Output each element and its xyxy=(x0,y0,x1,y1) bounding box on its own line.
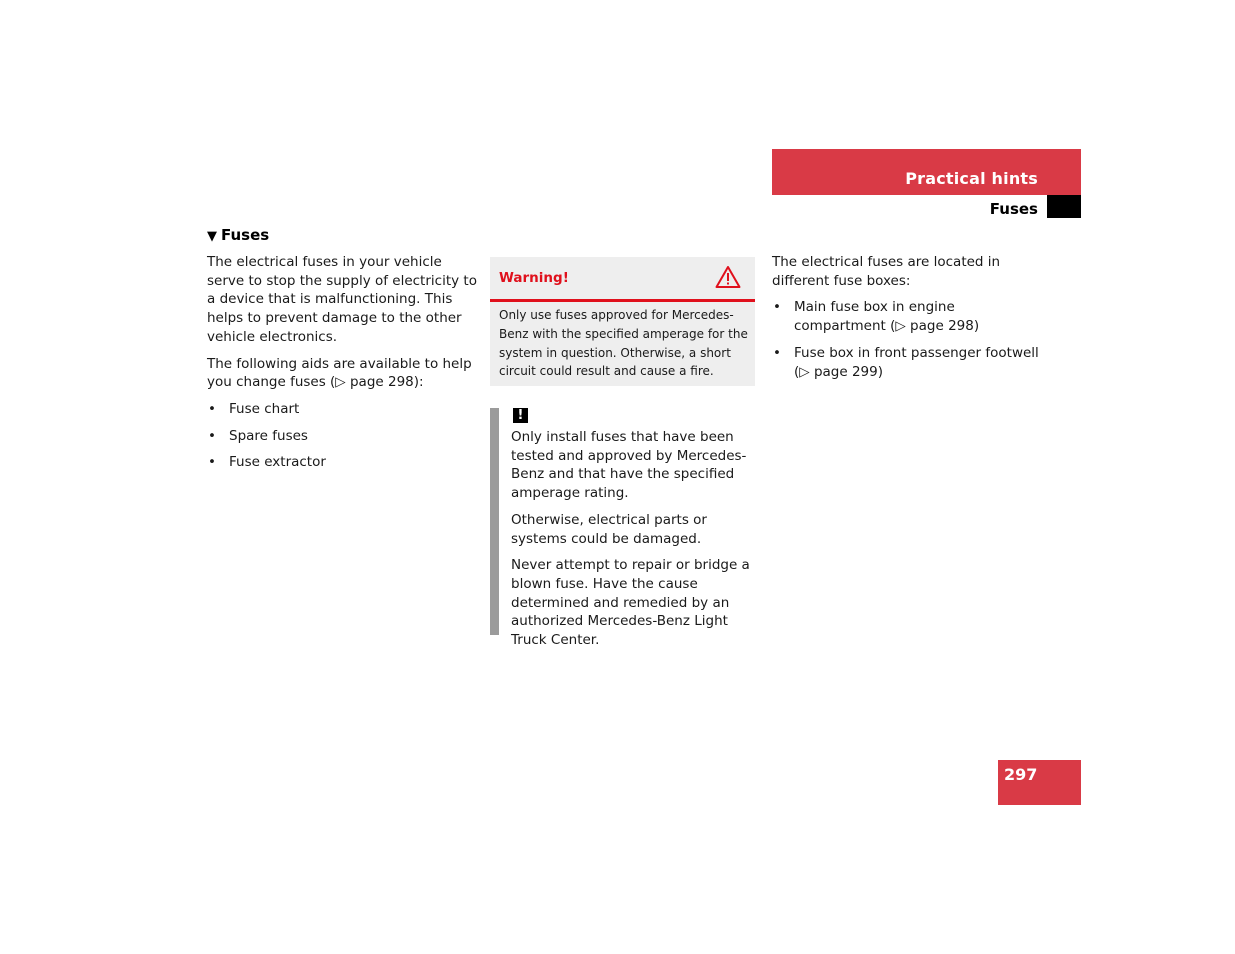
locations-list xyxy=(772,298,1042,381)
list-item: • Fuse chart xyxy=(207,400,477,419)
page-heading xyxy=(207,226,269,244)
intro-paragraph-2: The following aids are available to help you change fuses (▷ page 298): xyxy=(207,355,472,391)
notice-paragraph: Otherwise, electrical parts or systems could be damaged. xyxy=(511,511,707,547)
notice-text xyxy=(511,428,757,658)
intro-paragraph-1: The electrical fuses in your vehicle serve to stop the supply of electricity to a device that is malfunctioning. This helps to prevent damage to the other vehicle electronics. xyxy=(207,254,477,345)
list-item: • Fuse extractor xyxy=(207,453,477,472)
section-tab-marker xyxy=(1047,195,1081,218)
warning-triangle-icon xyxy=(715,265,741,289)
section-header xyxy=(772,195,1081,218)
locations-column xyxy=(772,253,1042,389)
warning-header xyxy=(490,257,755,302)
list-item: • Main fuse box in engine compartment (▷ page 298) xyxy=(772,298,1042,335)
locations-intro: The electrical fuses are located in different fuse boxes: xyxy=(772,254,1001,289)
intro-column xyxy=(207,253,477,480)
warning-text: Only use fuses approved for Mercedes-Benz with the specified amperage for the system in question. Otherwise, a short circuit could result and cause a fire. xyxy=(499,308,748,379)
triangle-down-icon: ▼ xyxy=(207,229,217,244)
heading-title: Fuses xyxy=(221,226,270,244)
chapter-title: Practical hints xyxy=(905,169,1038,188)
chapter-header-bar xyxy=(772,149,1081,195)
warning-label: Warning! xyxy=(499,270,569,286)
list-item: • Fuse box in front passenger footwell (▷ page 299) xyxy=(772,344,1042,381)
notice-paragraph: Never attempt to repair or bridge a blown fuse. Have the cause determined and remedied by an authorized Mercedes-Benz Light Truck Center. xyxy=(511,557,750,649)
aids-list xyxy=(207,400,477,472)
warning-box xyxy=(490,257,755,386)
page-number: 297 xyxy=(1004,765,1038,784)
notice-paragraph: Only install fuses that have been tested and approved by Mercedes-Benz and that have the specified amperage rating. xyxy=(511,429,747,502)
page-number-box xyxy=(998,760,1081,805)
notice-side-bar xyxy=(490,408,499,635)
list-item: • Spare fuses xyxy=(207,427,477,446)
exclamation-icon: ! xyxy=(513,408,528,423)
section-title: Fuses xyxy=(989,200,1038,218)
